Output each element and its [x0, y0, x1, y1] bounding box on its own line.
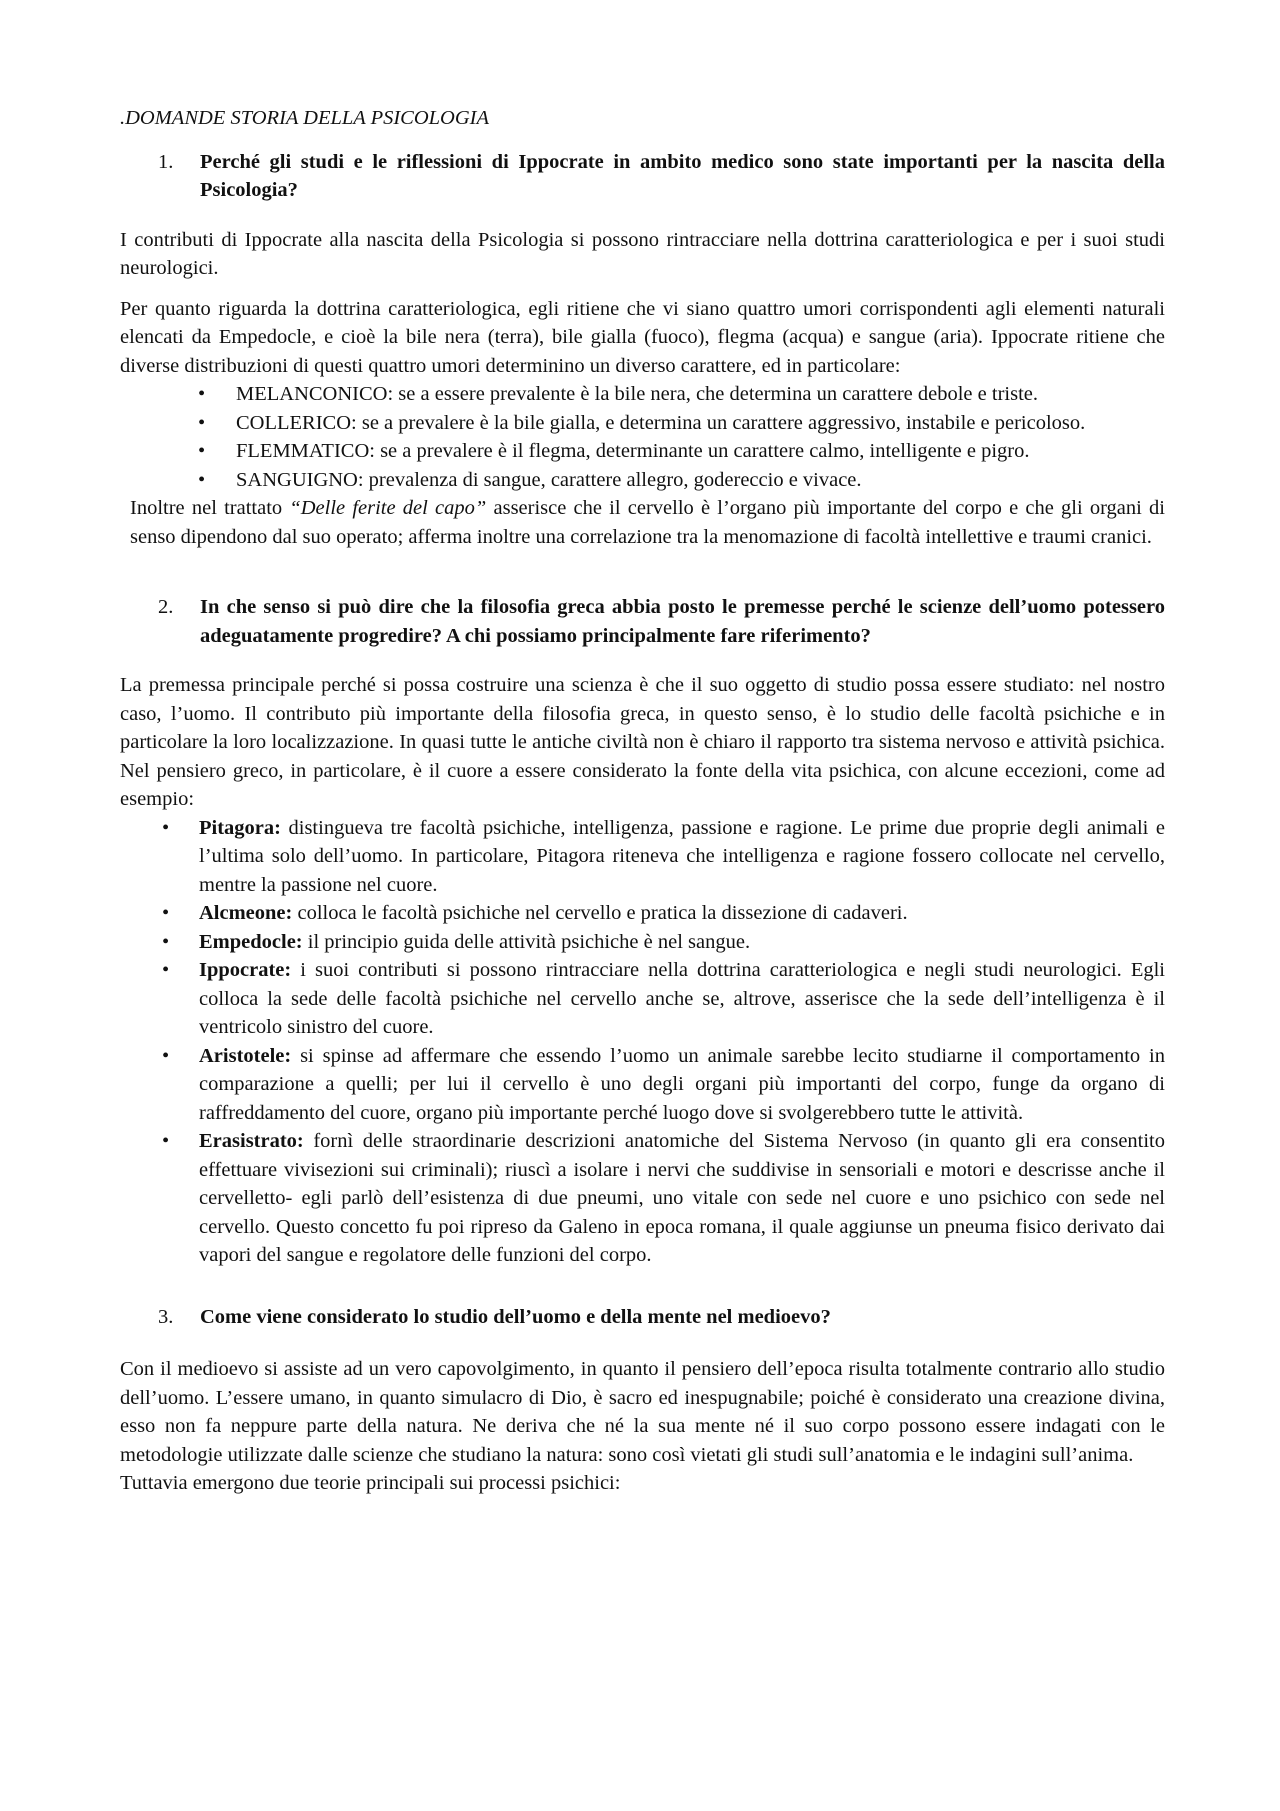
question-2-text: In che senso si può dire che la filosofia greca abbia posto le premesse perché le scienze dell’uomo potessero adeguatamente progredire? A chi possiamo principalmente fare riferimento? — [200, 596, 1165, 647]
bullet-icon: • — [198, 440, 206, 462]
list-item — [120, 437, 1165, 466]
q3-paragraph-2: Tuttavia emergono due teorie principali sui processi psichici: — [120, 1472, 621, 1494]
list-item — [120, 380, 1165, 409]
q1-p3-text-before: Inoltre nel trattato — [130, 497, 290, 519]
list-item-text: MELANCONICO: se a essere prevalente è la bile nera, che determina un carattere debole e triste. — [236, 383, 1038, 405]
question-1 — [120, 148, 1165, 205]
list-item — [120, 899, 1165, 928]
q2-paragraph-1: La premessa principale perché si possa costruire una scienza è che il suo oggetto di studio possa essere studiato: nel nostro caso, l’uomo. Il contributo più importante della filosofia greca, in questo senso, è lo studio delle facoltà psichiche e in particolare la loro localizzazione. In quasi tutte le antiche civiltà non è chiaro il rapporto tra sistema nervoso e attività psichica. Nel pensiero greco, in particolare, è il cuore a essere considerato la fonte della vita psichica, con alcune eccezioni, come ad esempio: — [120, 674, 1165, 810]
list-item-text: colloca le facoltà psichiche nel cervello e pratica la dissezione di cadaveri. — [292, 902, 908, 924]
question-3 — [120, 1303, 1165, 1332]
document-title: .DOMANDE STORIA DELLA PSICOLOGIA — [120, 107, 490, 129]
question-3-text: Come viene considerato lo studio dell’uomo e della mente nel medioevo? — [200, 1305, 831, 1328]
q1-paragraph-2: Per quanto riguarda la dottrina caratteriologica, egli ritiene che vi siano quattro umori corrispondenti agli elementi naturali elencati da Empedocle, e cioè la bile nera (terra), bile gialla (fuoco), flegma (acqua) e sangue (aria). Ippocrate ritiene che diverse distribuzioni di questi quattro umori determinino un diverso carattere, ed in particolare: — [120, 297, 1165, 377]
bullet-icon: • — [162, 902, 170, 924]
bullet-icon: • — [198, 383, 206, 405]
q3-paragraph-1: Con il medioevo si assiste ad un vero capovolgimento, in quanto il pensiero dell’epoca risulta totalmente contrario allo studio dell’uomo. L’essere umano, in quanto simulacro di Dio, è sacro ed inespugnabile; poiché è considerato una creazione divina, esso non fa neppure parte della natura. Ne deriva che né la sua mente né il suo corpo possono essere indagati con le metodologie utilizzate dalle scienze che studiano la natura: sono così vietati gli studi sull’anatomia e le indagini sull’anima. — [120, 1358, 1165, 1466]
question-3-number: 3. — [158, 1305, 174, 1328]
list-item — [120, 814, 1165, 900]
list-item — [120, 466, 1165, 495]
q1-paragraph-3 — [120, 494, 1165, 551]
treatise-title: “Delle ferite del capo” — [289, 497, 487, 519]
list-item — [120, 1127, 1165, 1270]
bullet-icon: • — [198, 411, 206, 434]
philosopher-name: Empedocle: — [199, 930, 303, 953]
list-item — [120, 956, 1165, 1042]
temperament-list — [120, 380, 1165, 494]
question-2-number: 2. — [158, 596, 174, 618]
list-item-text: il principio guida delle attività psichiche è nel sangue. — [302, 930, 751, 953]
list-item-text: fornì delle straordinarie descrizioni anatomiche del Sistema Nervoso (in quanto gli era consentito effettuare vivisezioni sui criminali); riuscì a isolare i nervi che suddivise in sensoriali e motori e descrisse anche il cervelletto- egli parlò dell’esistenza di due pneumi, uno vitale con sede nel cuore e uno psichico con sede nel cervello. Questo concetto fu poi ripreso da Galeno in epoca romana, il quale aggiunse un pneuma fisico derivato dai vapori del sangue e regolatore delle funzioni del corpo. — [199, 1130, 1165, 1266]
document-content — [120, 104, 1165, 1510]
list-item — [120, 1042, 1165, 1128]
philosopher-name: Erasistrato: — [199, 1130, 304, 1152]
bullet-icon: • — [162, 816, 170, 839]
list-item-text: distingueva tre facoltà psichiche, intelligenza, passione e ragione. Le prime due proprie degli animali e l’ultima solo dell’uomo. In particolare, Pitagora riteneva che intelligenza e ragione fossero collocate nel cervello, mentre la passione nel cuore. — [199, 816, 1165, 896]
list-item-text: COLLERICO: se a prevalere è la bile gialla, e determina un carattere aggressivo, instabile e pericoloso. — [236, 411, 1086, 434]
philosopher-name: Ippocrate: — [199, 959, 292, 981]
list-item-text: i suoi contributi si possono rintracciare nella dottrina caratteriologica e negli studi neurologici. Egli colloca la sede delle facoltà psichiche nel cervello anche se, altrove, asserisce che la sede dell’intelligenza è il ventricolo sinistro del cuore. — [199, 959, 1165, 1038]
philosopher-name: Alcmeone: — [199, 902, 293, 924]
philosophers-list — [120, 814, 1165, 1270]
question-2 — [120, 593, 1165, 650]
list-item — [120, 409, 1165, 438]
philosopher-name: Pitagora: — [199, 816, 281, 839]
bullet-icon: • — [198, 468, 206, 491]
bullet-icon: • — [162, 930, 170, 953]
q1-paragraph-1: I contributi di Ippocrate alla nascita della Psicologia si possono rintracciare nella dottrina caratteriologica e per i suoi studi neurologici. — [120, 228, 1165, 279]
philosopher-name: Aristotele: — [199, 1044, 292, 1067]
bullet-icon: • — [162, 1044, 170, 1067]
question-1-text: Perché gli studi e le riflessioni di Ippocrate in ambito medico sono state importanti per la nascita della Psicologia? — [200, 150, 1165, 201]
list-item-text: SANGUIGNO: prevalenza di sangue, carattere allegro, godereccio e vivace. — [236, 468, 862, 491]
bullet-icon: • — [162, 1130, 170, 1152]
list-item-text: FLEMMATICO: se a prevalere è il flegma, determinante un carattere calmo, intelligente e pigro. — [236, 440, 1030, 462]
q1-p3-text-after: asserisce che il cervello è l’organo più importante del corpo e che gli organi di senso dipendono dal suo operato; afferma inoltre una correlazione tra la menomazione di facoltà intellettive e traumi cranici. — [130, 497, 1165, 548]
bullet-icon: • — [162, 959, 170, 981]
list-item — [120, 928, 1165, 957]
question-1-number: 1. — [158, 150, 174, 173]
list-item-text: si spinse ad affermare che essendo l’uomo un animale sarebbe lecito studiarne il comportamento in comparazione a quelli; per lui il cervello è uno degli organi più importanti del corpo, funge da organo di raffreddamento del cuore, organo più importante perché luogo dove si svolgerebbero tutte le attività. — [199, 1044, 1165, 1124]
